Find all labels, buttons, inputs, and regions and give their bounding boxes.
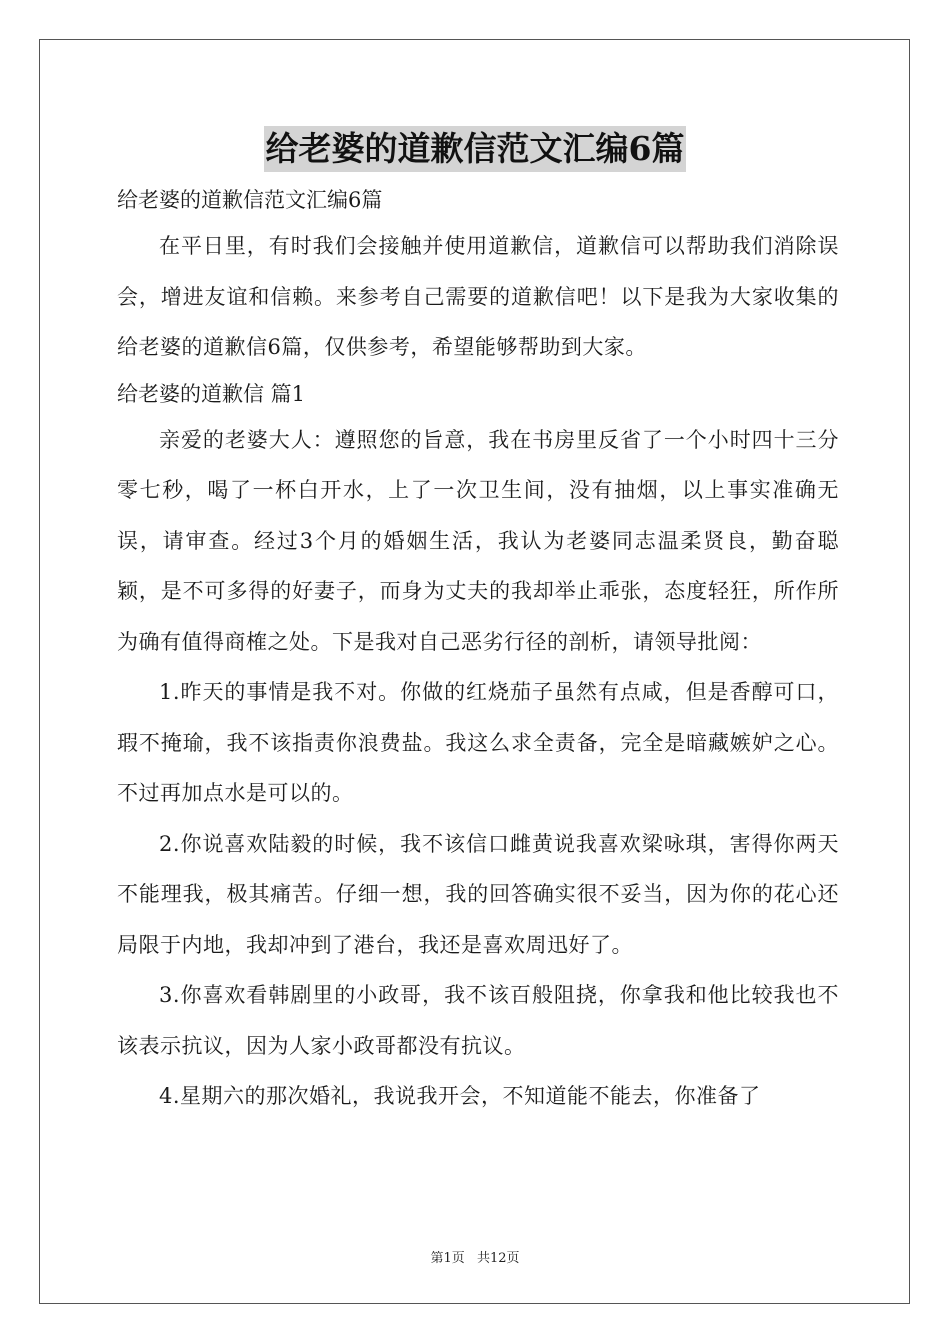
document-body [117, 179, 839, 1122]
document-title: 给老婆的道歉信范文汇编6篇 [264, 126, 687, 172]
body-paragraph-item-4: 4.星期六的那次婚礼，我说我开会，不知道能不能去，你准备了 [159, 1084, 761, 1108]
body-paragraph-item-3: 3.你喜欢看韩剧里的小政哥，我不该百般阻挠，你拿我和他比较我也不该表示抗议，因为人家小政哥都没有抗议。 [117, 983, 839, 1058]
intro-paragraph: 在平日里，有时我们会接触并使用道歉信，道歉信可以帮助我们消除误会，增进友谊和信赖。来参考自己需要的道歉信吧！以下是我为大家收集的给老婆的道歉信6篇，仅供参考，希望能够帮助到大家。 [117, 234, 839, 359]
title-container [0, 126, 950, 172]
subtitle-line: 给老婆的道歉信范文汇编6篇 [117, 188, 383, 212]
body-paragraph-letter-opening: 亲爱的老婆大人：遵照您的旨意，我在书房里反省了一个小时四十三分零七秒，喝了一杯白开水，上了一次卫生间，没有抽烟，以上事实准确无误，请审查。经过3个月的婚姻生活，我认为老婆同志温柔贤良，勤奋聪颖，是不可多得的好妻子，而身为丈夫的我却举止乖张，态度轻狂，所作所为确有值得商榷之处。下是我对自己恶劣行径的剖析，请领导批阅： [117, 427, 839, 654]
page-total: 共12页 [476, 1251, 520, 1266]
page-number: 第1页 [430, 1251, 465, 1266]
section-heading: 给老婆的道歉信 篇1 [117, 381, 306, 406]
body-paragraph-item-2: 2.你说喜欢陆毅的时候，我不该信口雌黄说我喜欢梁咏琪，害得你两天不能理我，极其痛苦。仔细一想，我的回答确实很不妥当，因为你的花心还局限于内地，我却冲到了港台，我还是喜欢周迅好了。 [117, 831, 839, 957]
body-paragraph-item-1: 1.昨天的事情是我不对。你做的红烧茄子虽然有点咸，但是香醇可口，瑕不掩瑜，我不该指责你浪费盐。我这么求全责备，完全是暗藏嫉妒之心。不过再加点水是可以的。 [117, 680, 839, 805]
page-footer [0, 1247, 950, 1266]
